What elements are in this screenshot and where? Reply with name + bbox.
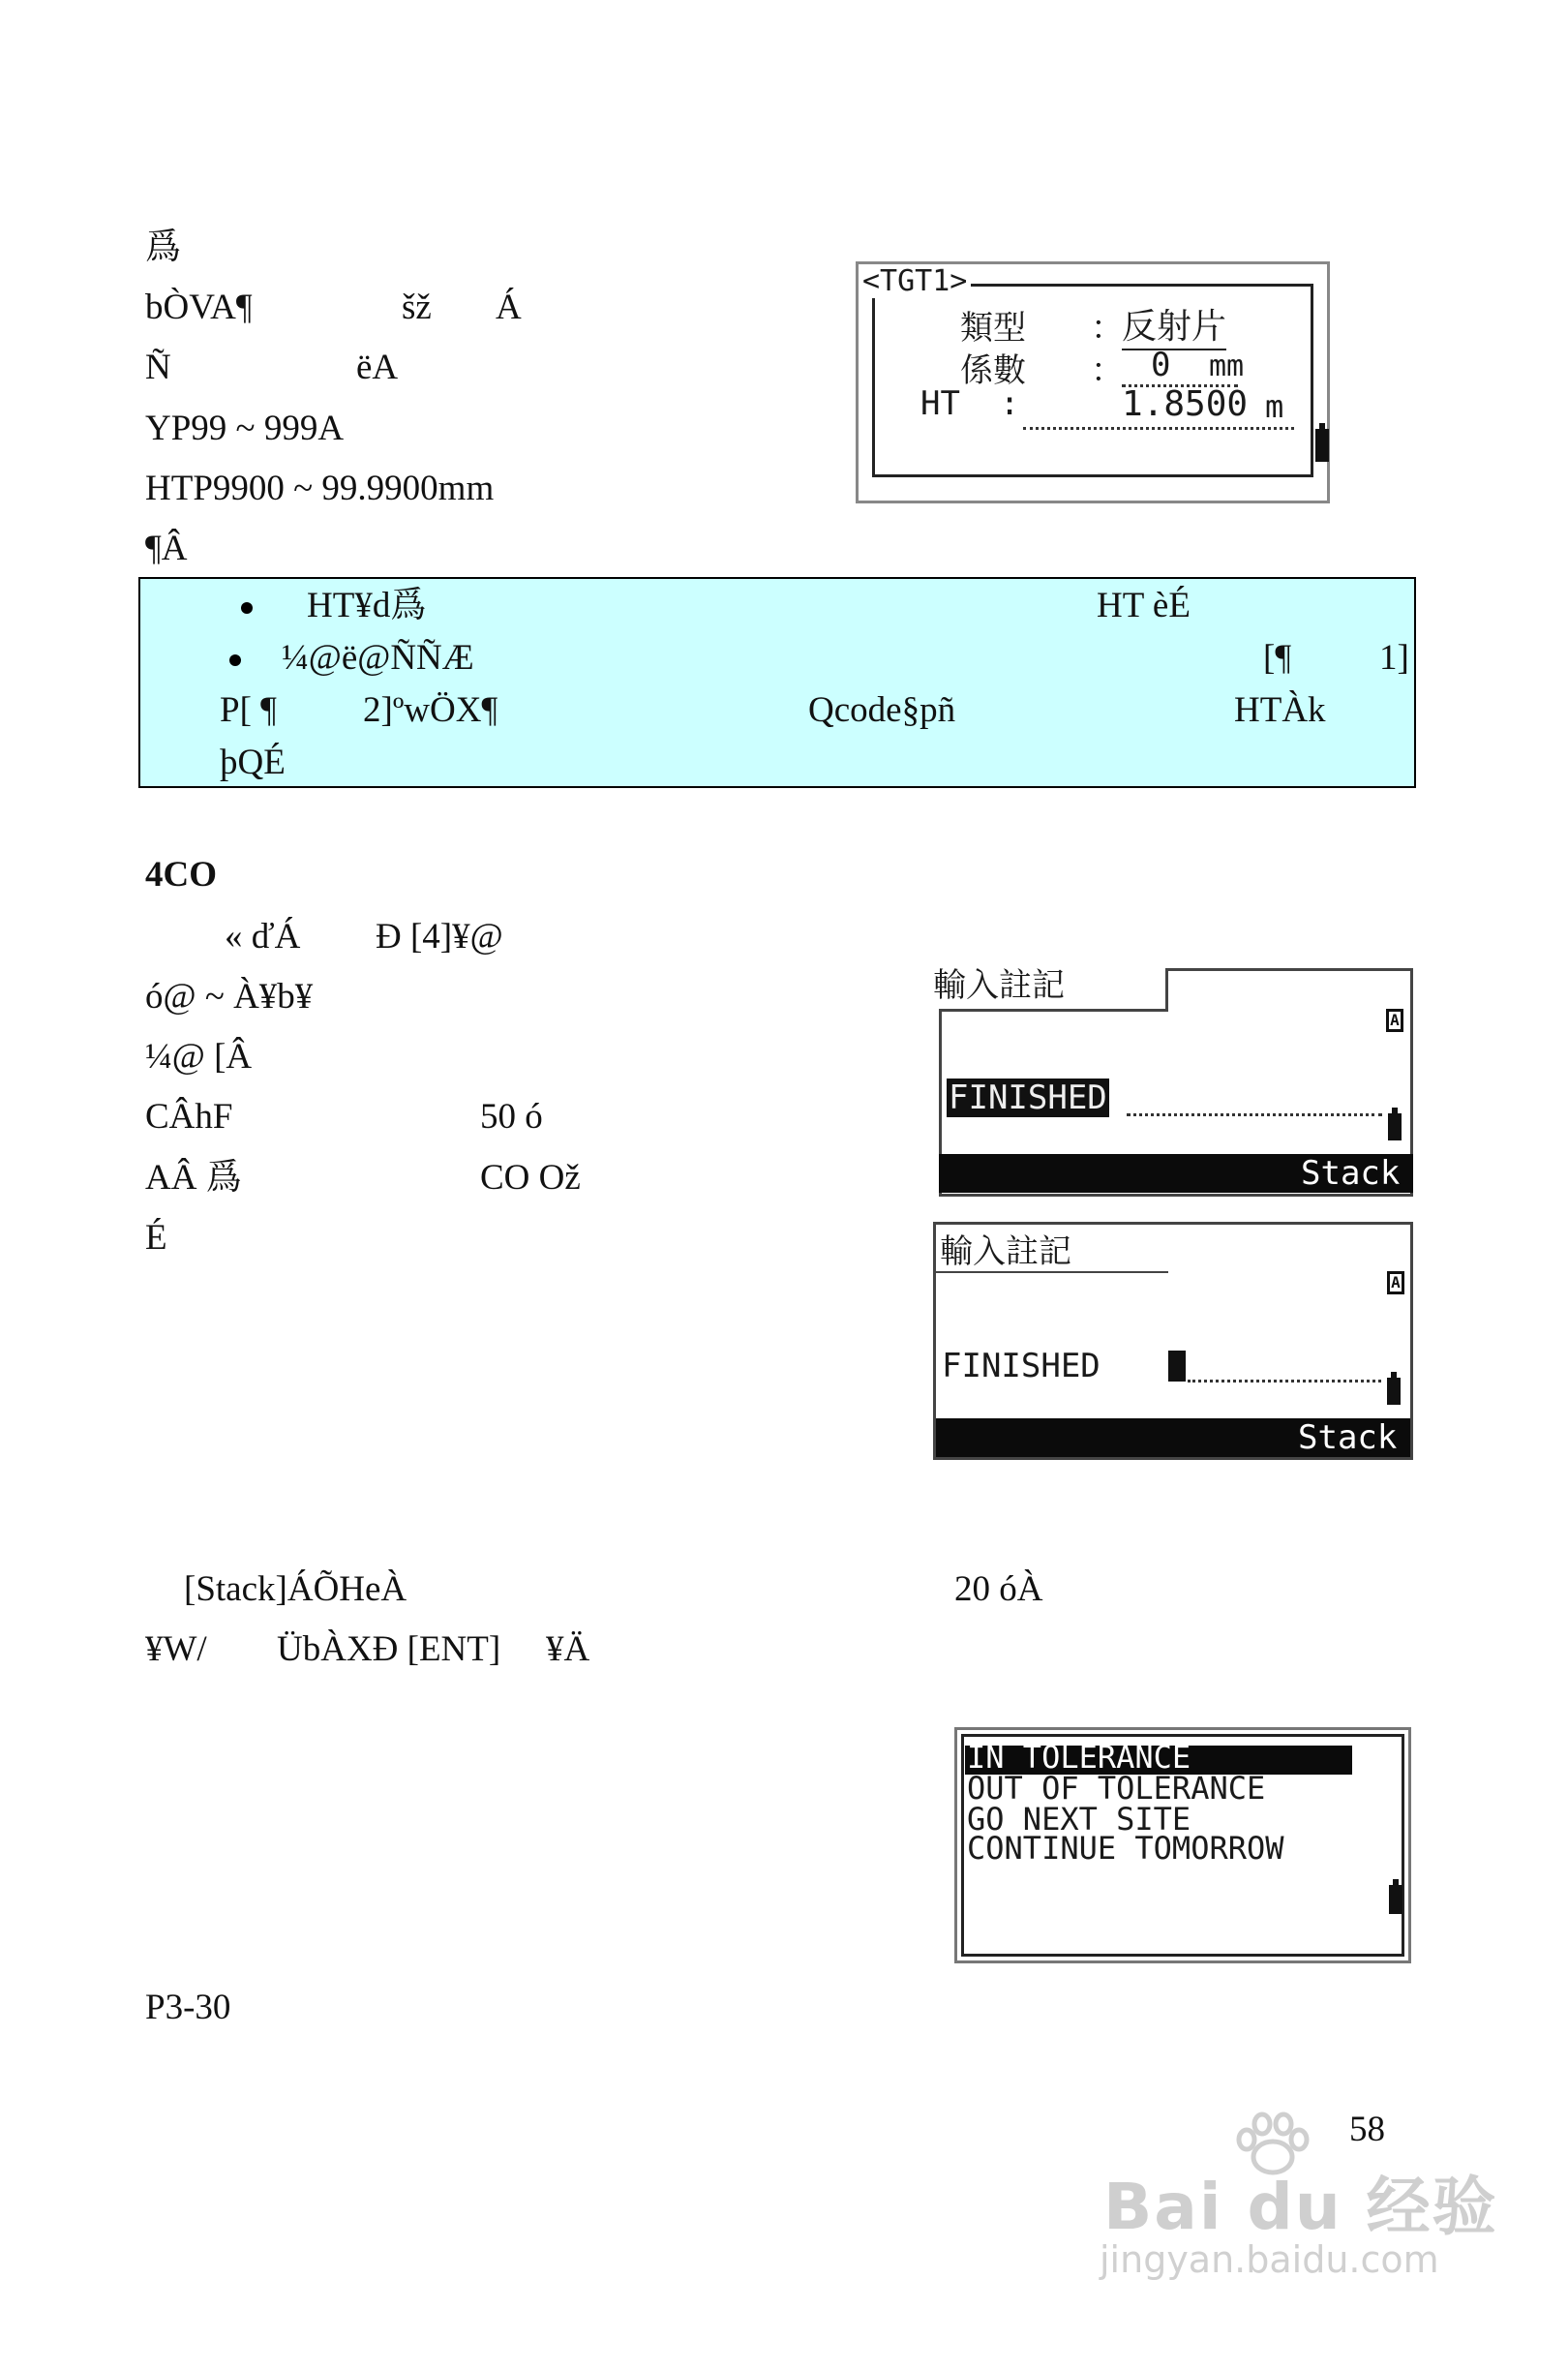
screen-title: <TGT1> bbox=[862, 264, 971, 298]
note-text: FINISHED bbox=[949, 1079, 1107, 1117]
stack-line1-b: 20 óÀ bbox=[954, 1569, 1043, 1609]
body-line-5: HTP9900 ~ 99.9900mm bbox=[145, 469, 495, 508]
constant-label: 係數 bbox=[960, 351, 1026, 390]
note-bullet2-c: 1] bbox=[1379, 638, 1409, 678]
input-mode-badge: A bbox=[1386, 1009, 1403, 1032]
stack-softkey[interactable]: Stack bbox=[1301, 1154, 1401, 1193]
note-bullet1-b: HT èÉ bbox=[1097, 586, 1191, 625]
stack-line2-b: ÜbÀXÐ [ENT] bbox=[277, 1629, 501, 1669]
body-line-4: YP99 ~ 999A bbox=[145, 409, 345, 448]
note-line4: þQÉ bbox=[220, 743, 286, 782]
note-bullet1-a: HT¥d爲 bbox=[307, 586, 427, 625]
ht-unit: m bbox=[1265, 388, 1284, 425]
note-input-dots bbox=[1188, 1380, 1381, 1382]
body-line-3b: ëA bbox=[356, 348, 399, 387]
battery-icon bbox=[1315, 429, 1329, 462]
lcd-screen-note-2 bbox=[933, 1222, 1413, 1460]
stack-line2-a: ¥W/ bbox=[145, 1629, 207, 1669]
list-item[interactable]: OUT OF TOLERANCE bbox=[967, 1770, 1266, 1807]
section-para4-b: 50 ó bbox=[480, 1097, 543, 1137]
note-bullet2-b: [¶ bbox=[1263, 638, 1292, 678]
section-para5-a: AÂ 爲 bbox=[145, 1158, 242, 1198]
type-label: 類型 bbox=[960, 309, 1026, 348]
section-heading: 4CO bbox=[145, 855, 217, 895]
lcd-frame-line bbox=[939, 1009, 1168, 1012]
battery-icon bbox=[1389, 1885, 1402, 1914]
note-line3-b: 2]ºwÖX¶ bbox=[363, 690, 498, 730]
lcd-screen-note-1 bbox=[933, 958, 1417, 1200]
section-para1-a: « ďÁ bbox=[225, 917, 301, 957]
section-para5-b: CO Ož bbox=[480, 1158, 581, 1198]
stack-line1-a: [Stack]ÁÕHeÀ bbox=[184, 1569, 407, 1609]
note-box bbox=[138, 577, 1416, 788]
ht-label: HT : bbox=[920, 384, 1020, 423]
figure-reference: P3-30 bbox=[145, 1988, 231, 2027]
screen-title: 輸入註記 bbox=[933, 966, 1065, 1005]
baidu-watermark-logo: Bai du 经验 bbox=[1103, 2170, 1498, 2244]
type-colon: ： bbox=[1091, 309, 1124, 348]
battery-icon bbox=[1388, 1113, 1402, 1140]
lcd-frame-top-right bbox=[1165, 968, 1413, 1011]
note-bullet2-a: ¼@ë@ÑÑÆ bbox=[282, 638, 474, 678]
bullet-icon bbox=[241, 602, 253, 614]
lcd-frame-step bbox=[1165, 968, 1168, 1011]
note-line3-d: HTÀk bbox=[1234, 690, 1326, 730]
input-mode-badge: A bbox=[1387, 1271, 1404, 1294]
body-line-1: 爲 bbox=[145, 228, 181, 267]
constant-value: 0 bbox=[1151, 346, 1171, 384]
note-line3-c: Qcode§pñ bbox=[808, 690, 956, 730]
note-input-dots bbox=[1127, 1113, 1382, 1116]
ht-dots bbox=[1023, 427, 1294, 430]
section-para1-b: Ð [4]¥@ bbox=[376, 917, 503, 957]
section-para3: ¼@ [Â bbox=[145, 1037, 253, 1077]
stack-line2-c: ¥Ä bbox=[546, 1629, 590, 1669]
paw-icon bbox=[1229, 2111, 1316, 2178]
constant-unit: mm bbox=[1209, 349, 1245, 383]
constant-colon: ： bbox=[1091, 351, 1124, 390]
baidu-watermark-url: jingyan.baidu.com bbox=[1100, 2238, 1439, 2281]
type-value: 反射片 bbox=[1122, 299, 1226, 350]
body-line-3a: Ñ bbox=[145, 348, 171, 387]
title-underline bbox=[936, 1271, 1168, 1273]
body-line-2a: bÒVA¶ bbox=[145, 288, 253, 327]
body-line-2b: šž bbox=[402, 288, 432, 327]
note-line3-a: P[ ¶ bbox=[220, 690, 277, 730]
page-number: 58 bbox=[1349, 2110, 1385, 2149]
lcd-screen-target bbox=[856, 261, 1330, 503]
stack-softkey[interactable]: Stack bbox=[1298, 1418, 1398, 1457]
body-line-2c: Á bbox=[496, 288, 522, 327]
list-item[interactable]: GO NEXT SITE bbox=[967, 1801, 1191, 1838]
lcd-screen-list bbox=[954, 1727, 1411, 1963]
text-cursor bbox=[1168, 1351, 1186, 1382]
list-item[interactable]: CONTINUE TOMORROW bbox=[967, 1830, 1284, 1867]
battery-icon bbox=[1387, 1378, 1401, 1405]
section-para4-a: CÂhF bbox=[145, 1097, 233, 1137]
list-item-selected[interactable]: IN TOLERANCE bbox=[967, 1739, 1191, 1776]
screen-title: 輸入註記 bbox=[940, 1232, 1071, 1271]
section-para6: É bbox=[145, 1218, 167, 1258]
note-text: FINISHED bbox=[942, 1347, 1101, 1385]
body-line-6: ¶Â bbox=[145, 529, 188, 568]
ht-value: 1.8500 bbox=[1122, 384, 1249, 424]
bullet-icon bbox=[229, 654, 241, 666]
section-para2: ó@ ~ À¥b¥ bbox=[145, 977, 314, 1017]
